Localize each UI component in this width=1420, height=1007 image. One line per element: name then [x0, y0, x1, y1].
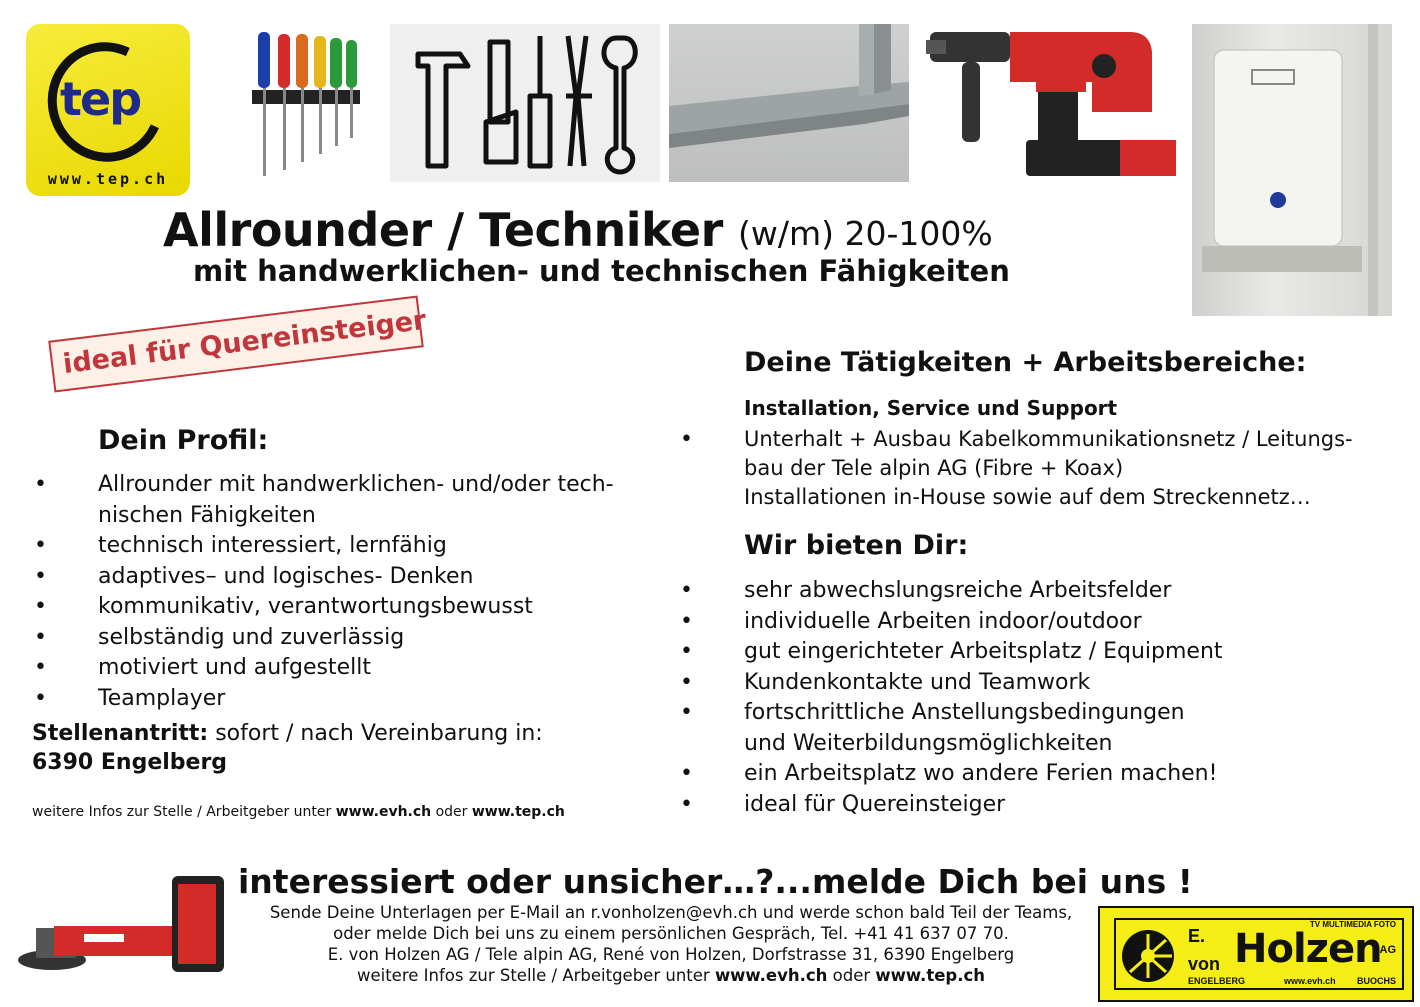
profil-item-2: adaptives– und logisches- Denken	[98, 563, 474, 589]
bullet-icon: •	[34, 533, 47, 558]
evh-engelberg: ENGELBERG	[1188, 976, 1246, 986]
bieten-item-5: ein Arbeitsplatz wo andere Ferien machen!	[744, 761, 1218, 786]
tep-logo	[26, 24, 190, 196]
list-item	[680, 425, 1404, 512]
list-item	[34, 684, 658, 715]
small-info-pre: weitere Infos zur Stelle / Arbeitgeber unter	[32, 804, 336, 820]
bieten-item-4: fortschrittliche Anstellungsbedingungen und Weiterbildungsmöglichkeiten	[744, 700, 1185, 756]
evh-web: www.evh.ch	[1284, 976, 1336, 986]
small-info-mid: oder	[431, 804, 472, 820]
bieten-list	[680, 576, 1384, 820]
contact-line-4-mid: oder	[827, 966, 876, 985]
list-item	[680, 698, 1384, 759]
list-item	[34, 531, 658, 562]
evh-e: E.	[1188, 926, 1206, 946]
tools-icon	[390, 24, 660, 182]
profil-item-3: kommunikativ, verantwortungsbewusst	[98, 594, 533, 619]
bullet-icon: •	[680, 791, 693, 817]
list-item	[34, 592, 658, 623]
list-item	[34, 562, 658, 593]
bullet-icon: •	[34, 655, 47, 680]
stamp-text: ideal für Quereinsteiger	[61, 304, 428, 381]
bullet-icon: •	[680, 578, 693, 603]
start-place: 6390 Engelberg	[32, 750, 228, 775]
evh-buochs: BUOCHS	[1356, 976, 1396, 986]
mounting-rail-icon	[669, 24, 909, 182]
sun-icon	[1120, 928, 1176, 984]
bieten-item-6: ideal für Quereinsteiger	[744, 791, 1006, 817]
technical-cabinet-image	[1192, 24, 1392, 316]
bullet-icon: •	[680, 761, 693, 786]
bullet-icon: •	[34, 624, 47, 650]
bieten-item-2: gut eingerichteter Arbeitsplatz / Equipment	[744, 639, 1223, 664]
small-info-link-tep[interactable]: www.tep.ch	[471, 804, 565, 820]
list-item	[680, 607, 1384, 638]
taetigkeiten-list	[680, 425, 1404, 512]
bullet-icon: •	[34, 472, 47, 497]
contact-line-4-pre: weitere Infos zur Stelle / Arbeitgeber unter	[356, 966, 715, 985]
bullet-icon: •	[680, 639, 693, 664]
evh-logo	[1098, 906, 1414, 1002]
job-percent: (w/m) 20-100%	[738, 214, 993, 253]
evh-ag: AG	[1379, 944, 1396, 956]
bullet-icon: •	[680, 427, 693, 452]
bieten-item-0: sehr abwechslungsreiche Arbeitsfelder	[744, 578, 1172, 603]
screwdriver-set-image	[250, 26, 362, 181]
contact-line-3: E. von Holzen AG / Tele alpin AG, René von Holzen, Dorfstrasse 31, 6390 Engelberg	[327, 945, 1015, 964]
list-item	[680, 637, 1384, 668]
contact-block	[232, 902, 1110, 986]
taetigkeiten-subheading: Installation, Service und Support	[744, 396, 1118, 420]
bullet-icon: •	[680, 608, 693, 634]
taetigkeiten-item-0: Unterhalt + Ausbau Kabelkommunikationsnetz / Leitungs- bau der Tele alpin AG (Fibre + Koax) Installationen in-House sowie auf dem Streckennetz…	[744, 427, 1353, 509]
profil-item-6: Teamplayer	[98, 685, 226, 711]
contact-line-4	[232, 965, 1110, 986]
bullet-icon: •	[34, 563, 47, 589]
contact-line-2: oder melde Dich bei uns zu einem persönlichen Gespräch, Tel. +41 41 637 07 70.	[333, 924, 1009, 943]
hammer-drill-image	[926, 22, 1178, 182]
profil-item-5: motiviert und aufgestellt	[98, 655, 371, 680]
list-item	[680, 759, 1384, 790]
contact-line-1: Sende Deine Unterlagen per E-Mail an r.vonholzen@evh.ch und werde schon bald Teil der Teams,	[269, 903, 1073, 922]
tep-logo-word: tep	[60, 72, 141, 126]
list-item	[680, 790, 1384, 821]
taetigkeiten-heading: Deine Tätigkeiten + Arbeitsbereiche:	[744, 347, 1307, 378]
bullet-icon: •	[34, 685, 47, 711]
list-item	[680, 576, 1384, 607]
profil-heading: Dein Profil:	[98, 425, 269, 456]
list-item	[34, 470, 658, 531]
profil-item-0: Allrounder mit handwerklichen- und/oder tech- nischen Fähigkeiten	[98, 472, 614, 528]
list-item	[34, 653, 658, 684]
small-info-link-evh[interactable]: www.evh.ch	[335, 804, 432, 820]
list-item	[680, 668, 1384, 699]
list-item	[34, 623, 658, 654]
angle-grinder-image	[14, 868, 228, 986]
evh-von: von	[1188, 954, 1221, 974]
mounting-rail-image	[669, 24, 909, 182]
start-label: Stellenantritt:	[32, 721, 209, 746]
bullet-icon: •	[680, 669, 693, 695]
evh-holzen: Holzen	[1234, 926, 1382, 972]
contact-link-tep[interactable]: www.tep.ch	[875, 966, 986, 985]
contact-link-evh[interactable]: www.evh.ch	[714, 966, 828, 985]
bullet-icon: •	[680, 700, 693, 725]
profil-item-4: selbständig und zuverlässig	[98, 624, 405, 650]
quereinsteiger-stamp	[48, 296, 428, 393]
evh-tagline: TV MULTIMEDIA FOTO	[1309, 920, 1396, 929]
start-info	[32, 719, 543, 777]
evh-logo-frame	[1114, 918, 1404, 990]
call-to-action: interessiert oder unsicher…?...melde Dich bei uns !	[238, 862, 1193, 901]
technical-cabinet-icon	[1192, 24, 1392, 316]
job-title: Allrounder / Techniker	[163, 203, 723, 257]
profil-item-1: technisch interessiert, lernfähig	[98, 533, 447, 558]
bieten-item-3: Kundenkontakte und Teamwork	[744, 669, 1091, 695]
bieten-heading: Wir bieten Dir:	[744, 530, 969, 561]
job-subtitle: mit handwerklichen- und technischen Fähigkeiten	[193, 254, 1010, 288]
bieten-item-1: individuelle Arbeiten indoor/outdoor	[744, 608, 1142, 634]
small-info	[32, 804, 565, 820]
profil-list	[34, 470, 658, 714]
bullet-icon: •	[34, 594, 47, 619]
tep-logo-url: www.tep.ch	[47, 170, 169, 188]
start-text: sofort / nach Vereinbarung in:	[208, 721, 543, 746]
